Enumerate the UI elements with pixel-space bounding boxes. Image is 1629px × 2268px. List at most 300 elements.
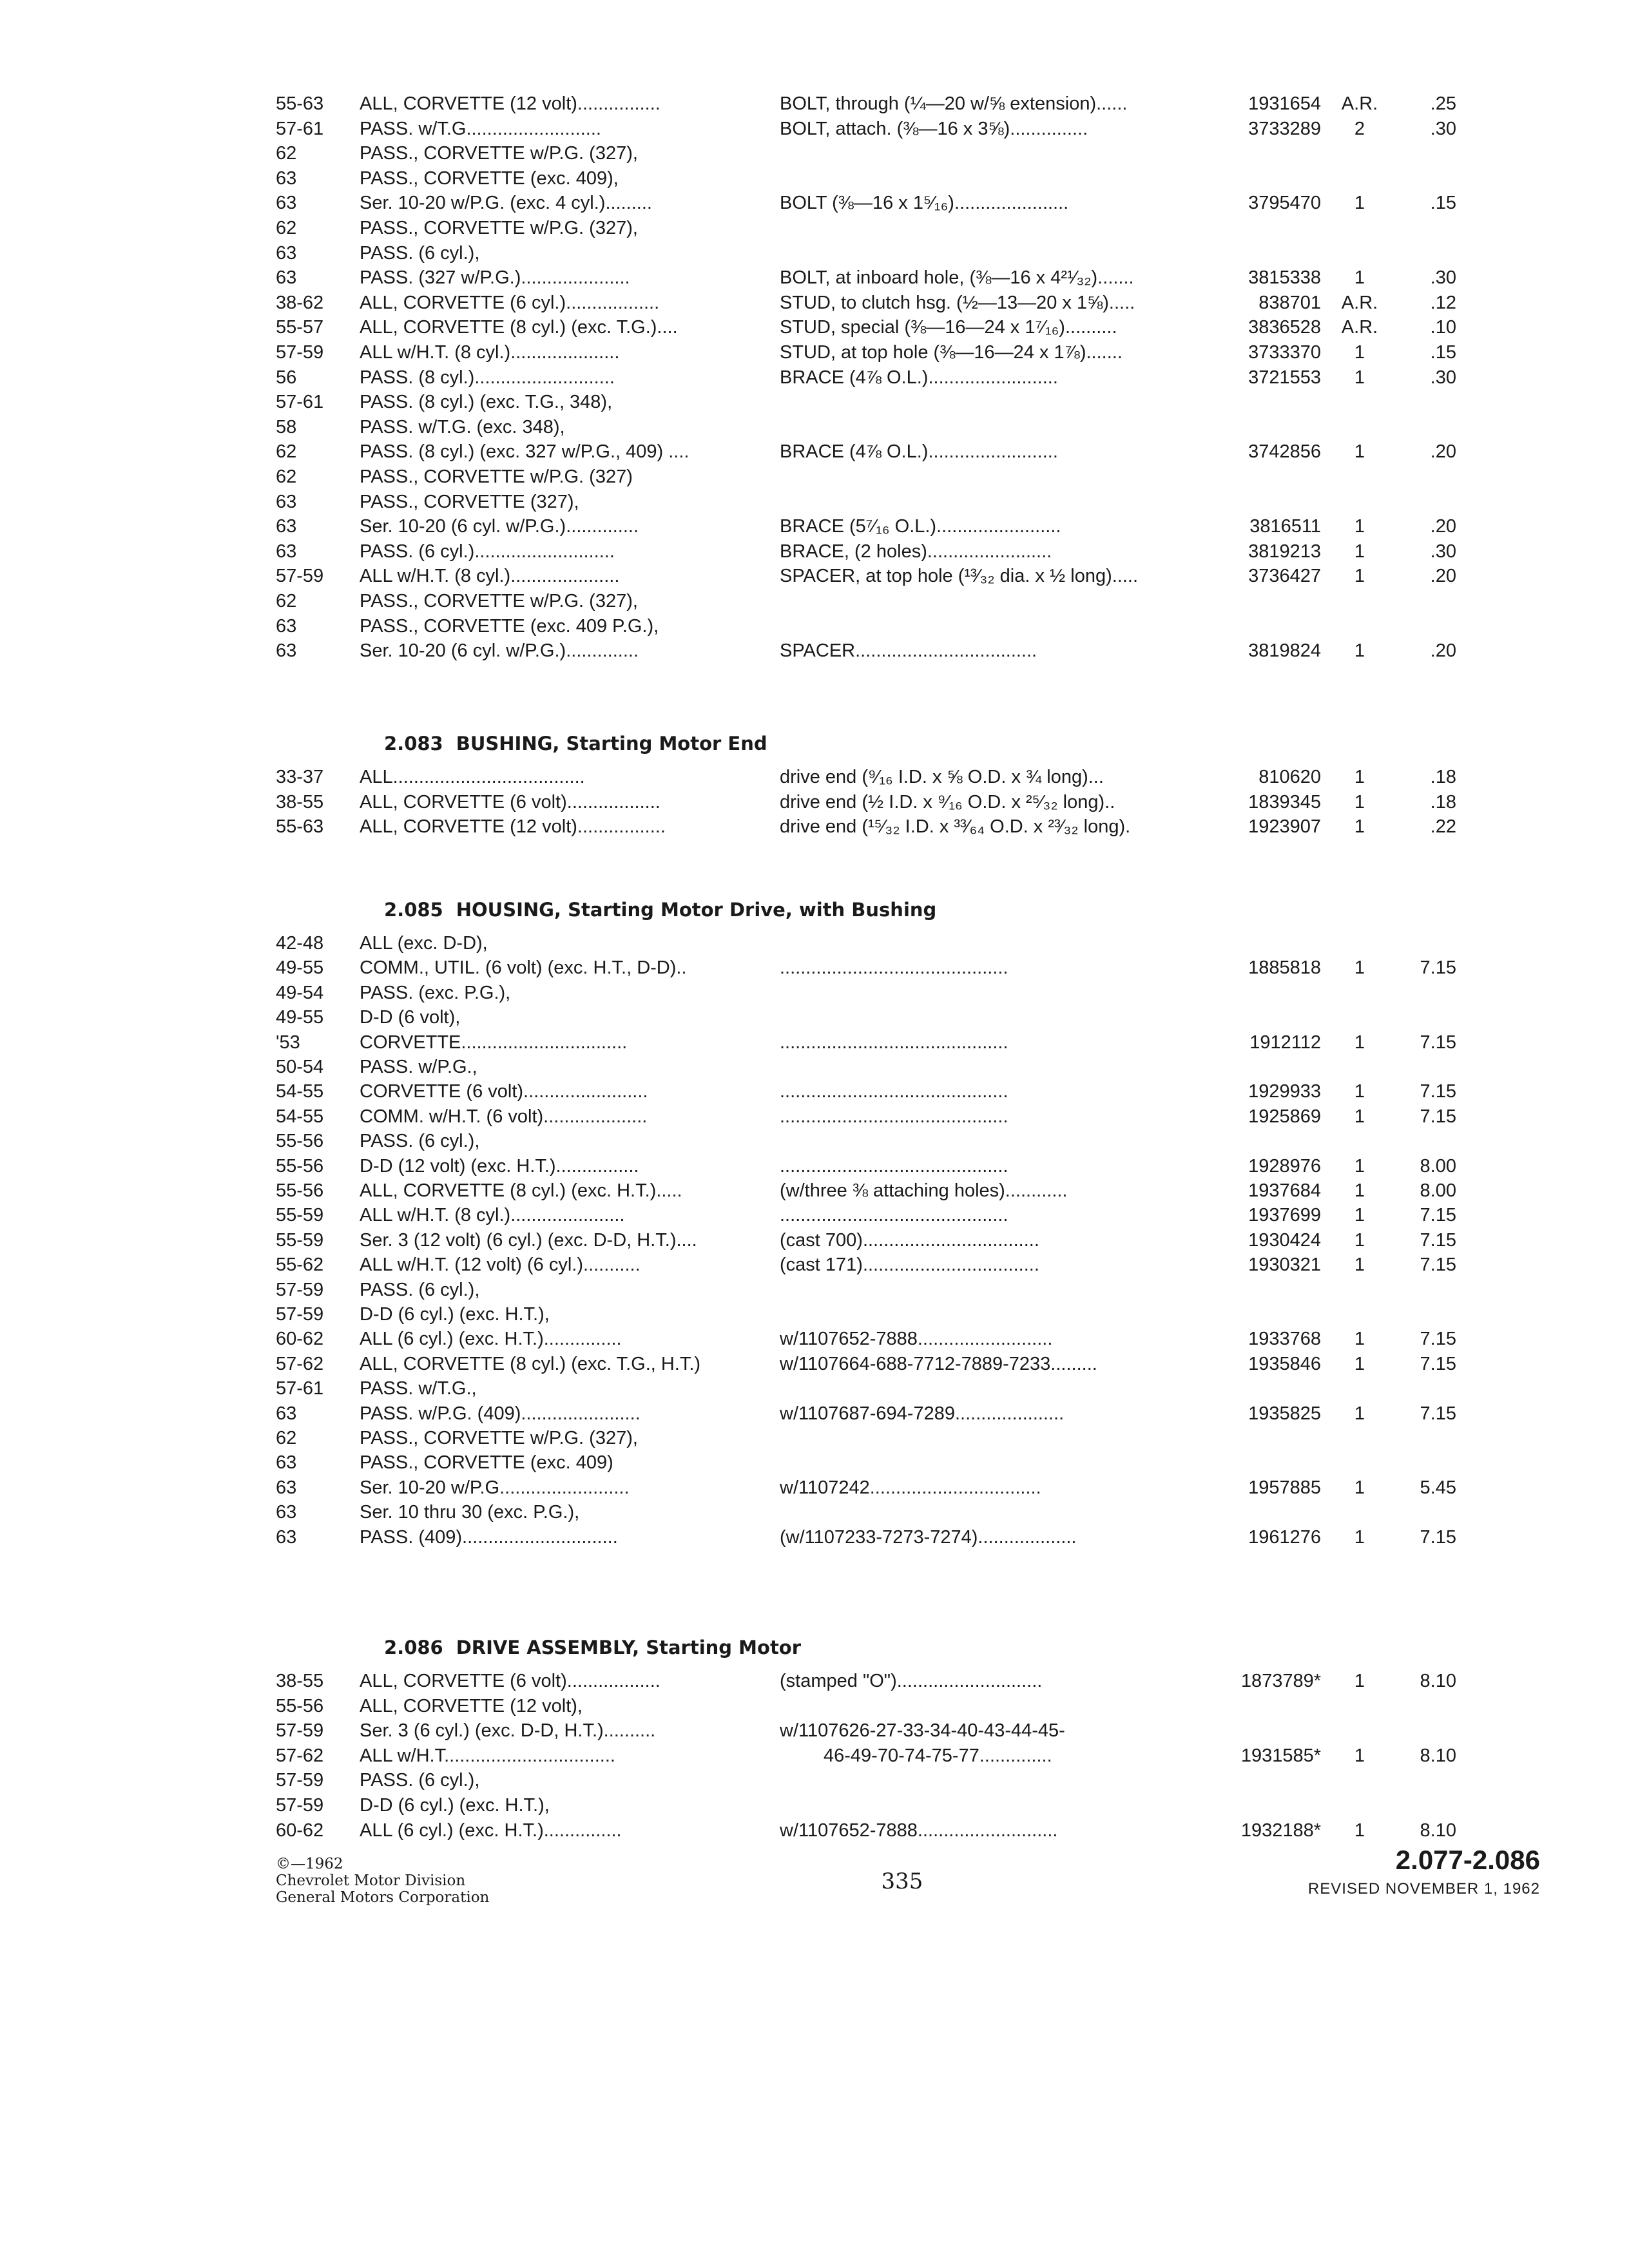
application: ALL w/H.T.................................: [360, 1745, 615, 1766]
quantity: 1: [1354, 1671, 1365, 1691]
list-price: 7.15: [1420, 1353, 1456, 1374]
application: COMM. w/H.T. (6 volt)....................: [360, 1106, 648, 1127]
part-description: ............................................: [780, 957, 1008, 979]
parts-row: [0, 166, 1629, 191]
application: CORVETTE (6 volt)........................: [360, 1081, 648, 1102]
parts-row: [0, 1475, 1629, 1501]
parts-row: [0, 1153, 1629, 1179]
model-years: 55-56: [276, 1695, 324, 1716]
model-years: 56: [276, 367, 297, 388]
model-years: 57-59: [276, 1795, 324, 1816]
quantity: 2: [1354, 118, 1365, 139]
part-number: 810620: [1258, 767, 1321, 787]
model-years: 57-61: [276, 118, 324, 139]
parts-row: [0, 1524, 1629, 1550]
part-description: SPACER...................................: [780, 640, 1037, 662]
copyright-line: ©—1962: [276, 1856, 343, 1872]
part-number: 1931654: [1248, 93, 1321, 114]
quantity: 1: [1354, 1081, 1365, 1102]
list-price: 7.15: [1420, 957, 1456, 979]
part-number: 3795470: [1248, 193, 1321, 214]
list-price: .15: [1430, 342, 1456, 363]
parts-row: [0, 1718, 1629, 1744]
list-price: 7.15: [1420, 1205, 1456, 1226]
part-description: ............................................: [780, 1032, 1008, 1053]
part-number: 1935846: [1248, 1353, 1321, 1374]
list-price: .18: [1430, 791, 1456, 812]
application: Ser. 10-20 (6 cyl. w/P.G.)..............: [360, 516, 639, 537]
quantity: 1: [1354, 1745, 1365, 1766]
part-description: ............................................: [780, 1106, 1008, 1127]
part-number: 1839345: [1248, 791, 1321, 812]
list-price: 7.15: [1420, 1329, 1456, 1350]
model-years: 55-59: [276, 1229, 324, 1251]
application: PASS. (6 cyl.),: [360, 1279, 480, 1300]
model-years: 63: [276, 541, 297, 562]
parts-row: [0, 1277, 1629, 1303]
part-number: 3819824: [1248, 640, 1321, 662]
quantity: 1: [1354, 1353, 1365, 1374]
parts-row: [0, 1202, 1629, 1228]
parts-row: [0, 1818, 1629, 1843]
parts-row: [0, 1668, 1629, 1694]
part-number: 3816511: [1249, 516, 1321, 537]
model-years: 54-55: [276, 1081, 324, 1102]
quantity: 1: [1354, 1329, 1365, 1350]
model-years: 63: [276, 267, 297, 289]
part-number: 1961276: [1248, 1526, 1321, 1548]
parts-row: [0, 1326, 1629, 1352]
parts-row: [0, 1054, 1629, 1080]
quantity: 1: [1354, 1403, 1365, 1424]
parts-row: [0, 215, 1629, 241]
application: Ser. 3 (12 volt) (6 cyl.) (exc. D-D, H.T.)....: [360, 1229, 697, 1251]
list-price: 7.15: [1420, 1254, 1456, 1276]
application: ALL, CORVETTE (12 volt)................: [360, 93, 660, 114]
part-description: ............................................: [780, 1155, 1008, 1177]
parts-row: [0, 340, 1629, 365]
application: COMM., UTIL. (6 volt) (exc. H.T., D-D)..: [360, 957, 687, 979]
quantity: 1: [1354, 640, 1365, 662]
model-years: 57-59: [276, 1279, 324, 1300]
model-years: 63: [276, 1452, 297, 1474]
part-description: drive end (½ I.D. x ⁹⁄₁₆ O.D. x ²⁵⁄₃₂ long)..: [780, 791, 1115, 812]
model-years: 63: [276, 242, 297, 264]
application: ALL, CORVETTE (6 cyl.)..................: [360, 292, 660, 313]
part-description: drive end (⁹⁄₁₆ I.D. x ⅝ O.D. x ¾ long)...: [780, 767, 1104, 787]
model-years: 63: [276, 516, 297, 537]
parts-row: [0, 1401, 1629, 1427]
application: PASS. w/T.G.,: [360, 1378, 477, 1399]
part-description: BOLT, through (¼—20 w/⅝ extension)......: [780, 93, 1128, 114]
part-description: ............................................: [780, 1081, 1008, 1102]
model-years: 55-56: [276, 1131, 324, 1152]
part-description: (cast 171)..................................: [780, 1254, 1039, 1276]
section-title: BUSHING, Starting Motor End: [456, 733, 767, 754]
application: ALL w/H.T. (12 volt) (6 cyl.)...........: [360, 1254, 641, 1276]
model-years: 55-63: [276, 816, 324, 838]
list-price: 8.10: [1420, 1745, 1456, 1766]
model-years: 33-37: [276, 767, 324, 787]
parts-row: [0, 1425, 1629, 1451]
parts-row: [0, 314, 1629, 340]
parts-row: [0, 464, 1629, 490]
parts-row: [0, 439, 1629, 465]
model-years: 57-59: [276, 1770, 324, 1791]
application: PASS. w/T.G..........................: [360, 118, 601, 139]
application: CORVETTE................................: [360, 1032, 628, 1053]
model-years: 62: [276, 441, 297, 463]
model-years: 57-59: [276, 1304, 324, 1325]
application: PASS., CORVETTE w/P.G. (327): [360, 466, 633, 487]
section-number: 2.085: [384, 899, 443, 921]
list-price: .10: [1430, 317, 1456, 338]
model-years: 63: [276, 1477, 297, 1498]
list-price: 8.00: [1420, 1180, 1456, 1201]
model-years: 63: [276, 168, 297, 189]
application: PASS. (327 w/P.G.).....................: [360, 267, 630, 289]
quantity: A.R.: [1341, 317, 1378, 338]
application: ALL w/H.T. (8 cyl.)......................: [360, 1205, 625, 1226]
application: PASS. w/T.G. (exc. 348),: [360, 416, 565, 437]
quantity: 1: [1354, 1032, 1365, 1053]
quantity: 1: [1354, 1229, 1365, 1251]
parts-row: [0, 1767, 1629, 1793]
parts-row: [0, 563, 1629, 589]
part-description: (w/1107233-7273-7274)...................: [780, 1526, 1077, 1548]
model-years: 57-59: [276, 1720, 324, 1742]
parts-row: [0, 1450, 1629, 1475]
list-price: 7.15: [1420, 1403, 1456, 1424]
quantity: 1: [1354, 1155, 1365, 1177]
application: ALL, CORVETTE (8 cyl.) (exc. T.G.)....: [360, 317, 678, 338]
application: PASS. (8 cyl.) (exc. 327 w/P.G., 409) ....: [360, 441, 689, 463]
part-description: STUD, special (⅜—16—24 x 1⁷⁄₁₆)..........: [780, 317, 1117, 338]
list-price: .15: [1430, 193, 1456, 214]
application: ALL, CORVETTE (12 volt).................: [360, 816, 666, 838]
application: ALL, CORVETTE (8 cyl.) (exc. H.T.).....: [360, 1180, 682, 1201]
model-years: 63: [276, 1502, 297, 1523]
quantity: 1: [1354, 957, 1365, 979]
quantity: 1: [1354, 541, 1365, 562]
application: Ser. 3 (6 cyl.) (exc. D-D, H.T.)..........: [360, 1720, 656, 1742]
parts-row: [0, 140, 1629, 166]
section-heading-2086: [384, 1633, 801, 1662]
parts-row: [0, 764, 1629, 790]
list-price: .30: [1430, 118, 1456, 139]
parts-row: [0, 240, 1629, 266]
list-price: 7.15: [1420, 1229, 1456, 1251]
list-price: 8.10: [1420, 1820, 1456, 1841]
model-years: 57-61: [276, 1378, 324, 1399]
part-number: 1937699: [1248, 1205, 1321, 1226]
application: PASS. (6 cyl.),: [360, 1131, 480, 1152]
section-range: 2.077-2.086: [1395, 1845, 1540, 1875]
quantity: 1: [1354, 566, 1365, 587]
list-price: .20: [1430, 516, 1456, 537]
parts-row: [0, 190, 1629, 216]
application: Ser. 10-20 w/P.G. (exc. 4 cyl.).........: [360, 193, 652, 214]
application: PASS. (exc. P.G.),: [360, 982, 511, 1003]
section-heading-2085: [384, 896, 936, 924]
quantity: 1: [1354, 1106, 1365, 1127]
part-number: 1928976: [1248, 1155, 1321, 1177]
model-years: 57-59: [276, 342, 324, 363]
application: PASS. (409)..............................: [360, 1526, 618, 1548]
model-years: 55-57: [276, 317, 324, 338]
model-years: 38-55: [276, 791, 324, 812]
part-description: STUD, at top hole (⅜—16—24 x 1⅞).......: [780, 342, 1123, 363]
application: PASS., CORVETTE w/P.G. (327),: [360, 143, 638, 164]
list-price: 7.15: [1420, 1526, 1456, 1548]
quantity: 1: [1354, 516, 1365, 537]
application: PASS. (8 cyl.) (exc. T.G., 348),: [360, 392, 613, 413]
revision-date: REVISED NOVEMBER 1, 1962: [1307, 1880, 1540, 1898]
model-years: 55-56: [276, 1180, 324, 1201]
application: PASS., CORVETTE (exc. 409): [360, 1452, 613, 1474]
corporation-line: General Motors Corporation: [276, 1889, 490, 1906]
part-number: 1931585*: [1240, 1745, 1321, 1766]
parts-row: [0, 1351, 1629, 1377]
application: D-D (6 cyl.) (exc. H.T.),: [360, 1795, 550, 1816]
model-years: 57-62: [276, 1353, 324, 1374]
parts-row: [0, 1302, 1629, 1327]
application: PASS., CORVETTE (exc. 409 P.G.),: [360, 615, 659, 637]
part-number: 3836528: [1248, 317, 1321, 338]
part-number: 1925869: [1248, 1106, 1321, 1127]
division-line: Chevrolet Motor Division: [276, 1872, 466, 1889]
parts-row: [0, 1104, 1629, 1129]
list-price: 8.10: [1420, 1671, 1456, 1691]
part-description: (cast 700)..................................: [780, 1229, 1039, 1251]
quantity: 1: [1354, 1820, 1365, 1841]
model-years: 57-61: [276, 392, 324, 413]
section-title: DRIVE ASSEMBLY, Starting Motor: [456, 1637, 802, 1658]
model-years: 62: [276, 591, 297, 611]
part-number: 1937684: [1248, 1180, 1321, 1201]
application: PASS., CORVETTE (exc. 409),: [360, 168, 619, 189]
parts-row: [0, 814, 1629, 840]
part-number: 1932188*: [1240, 1820, 1321, 1841]
list-price: .30: [1430, 541, 1456, 562]
parts-row: [0, 588, 1629, 614]
list-price: .30: [1430, 367, 1456, 388]
model-years: 57-62: [276, 1745, 324, 1766]
part-number: 3742856: [1248, 441, 1321, 463]
model-years: 63: [276, 615, 297, 637]
part-description: BRACE, (2 holes)........................: [780, 541, 1052, 562]
model-years: 63: [276, 1403, 297, 1424]
application: Ser. 10-20 w/P.G.........................: [360, 1477, 630, 1498]
application: ALL, CORVETTE (8 cyl.) (exc. T.G., H.T.): [360, 1353, 701, 1374]
application: ALL, CORVETTE (6 volt)..................: [360, 791, 660, 812]
part-description: w/1107626-27-33-34-40-43-44-45-: [780, 1720, 1065, 1742]
model-years: 63: [276, 193, 297, 214]
part-description: w/1107664-688-7712-7889-7233.........: [780, 1353, 1097, 1374]
part-number: 1873789*: [1240, 1671, 1321, 1691]
model-years: 55-63: [276, 93, 324, 114]
model-years: 49-55: [276, 1007, 324, 1028]
parts-row: [0, 930, 1629, 956]
parts-row: [0, 389, 1629, 415]
parts-row: [0, 290, 1629, 316]
parts-row: [0, 1227, 1629, 1253]
model-years: 57-59: [276, 566, 324, 587]
application: PASS., CORVETTE w/P.G. (327),: [360, 1428, 638, 1448]
list-price: 7.15: [1420, 1106, 1456, 1127]
part-number: 1929933: [1248, 1081, 1321, 1102]
part-number: 1957885: [1248, 1477, 1321, 1498]
application: PASS. w/P.G. (409).......................: [360, 1403, 641, 1424]
part-number: 3819213: [1248, 541, 1321, 562]
application: ALL (6 cyl.) (exc. H.T.)...............: [360, 1820, 622, 1841]
parts-row: [0, 489, 1629, 515]
application: ALL, CORVETTE (6 volt)..................: [360, 1671, 660, 1691]
quantity: 1: [1354, 1526, 1365, 1548]
part-number: 3733289: [1248, 118, 1321, 139]
quantity: 1: [1354, 193, 1365, 214]
list-price: .12: [1430, 292, 1456, 313]
parts-row: [0, 955, 1629, 981]
part-number: 1930321: [1248, 1254, 1321, 1276]
parts-row: [0, 91, 1629, 117]
part-number: 1885818: [1248, 957, 1321, 979]
model-years: 63: [276, 491, 297, 512]
footer-publisher: [276, 1856, 489, 1906]
quantity: 1: [1354, 1205, 1365, 1226]
part-number: 3721553: [1248, 367, 1321, 388]
parts-row: [0, 1376, 1629, 1401]
quantity: 1: [1354, 342, 1365, 363]
quantity: A.R.: [1341, 93, 1378, 114]
parts-row: [0, 539, 1629, 564]
list-price: 5.45: [1420, 1477, 1456, 1498]
model-years: 42-48: [276, 933, 324, 954]
page-number: 335: [881, 1869, 923, 1894]
model-years: 49-55: [276, 957, 324, 979]
application: D-D (6 cyl.) (exc. H.T.),: [360, 1304, 550, 1325]
model-years: 58: [276, 416, 297, 437]
application: PASS. (6 cyl.)...........................: [360, 541, 615, 562]
part-description: ............................................: [780, 1205, 1008, 1226]
quantity: 1: [1354, 816, 1365, 838]
parts-row: [0, 789, 1629, 815]
part-description: BOLT, attach. (⅜—16 x 3⅝)...............: [780, 118, 1088, 139]
part-description: BOLT, at inboard hole, (⅜—16 x 4²¹⁄₃₂).......: [780, 267, 1134, 289]
model-years: 60-62: [276, 1329, 324, 1350]
list-price: 7.15: [1420, 1081, 1456, 1102]
part-number: 838701: [1258, 292, 1321, 313]
model-years: 62: [276, 218, 297, 238]
list-price: 8.00: [1420, 1155, 1456, 1177]
list-price: .20: [1430, 566, 1456, 587]
parts-row: [0, 638, 1629, 664]
section-heading-2083: [384, 729, 767, 758]
parts-row: [0, 980, 1629, 1006]
application: PASS. (8 cyl.)...........................: [360, 367, 615, 388]
application: PASS. (6 cyl.),: [360, 242, 480, 264]
parts-row: [0, 1004, 1629, 1030]
part-description-continued: 46-49-70-74-75-77..............: [824, 1745, 1052, 1766]
parts-row: [0, 1499, 1629, 1525]
quantity: 1: [1354, 791, 1365, 812]
parts-row: [0, 1792, 1629, 1818]
list-price: 7.15: [1420, 1032, 1456, 1053]
list-price: .25: [1430, 93, 1456, 114]
part-description: w/1107652-7888..........................: [780, 1329, 1053, 1350]
application: ALL (exc. D-D),: [360, 933, 488, 954]
parts-row: [0, 265, 1629, 291]
application: PASS., CORVETTE (327),: [360, 491, 579, 512]
section-number: 2.086: [384, 1637, 443, 1658]
list-price: .20: [1430, 640, 1456, 662]
part-description: BRACE (5⁷⁄₁₆ O.L.)........................: [780, 516, 1061, 537]
part-number: 3736427: [1248, 566, 1321, 587]
application: ALL w/H.T. (8 cyl.).....................: [360, 566, 620, 587]
model-years: 62: [276, 466, 297, 487]
part-description: (stamped "O")............................: [780, 1671, 1043, 1691]
part-number: 3733370: [1248, 342, 1321, 363]
part-description: BRACE (4⅞ O.L.).........................: [780, 367, 1058, 388]
application: ALL, CORVETTE (12 volt),: [360, 1695, 583, 1716]
model-years: 38-62: [276, 292, 324, 313]
parts-row: [0, 514, 1629, 539]
quantity: 1: [1354, 1254, 1365, 1276]
application: ALL.....................................: [360, 767, 585, 787]
model-years: 63: [276, 1526, 297, 1548]
model-years: 55-59: [276, 1205, 324, 1226]
part-description: SPACER, at top hole (¹³⁄₃₂ dia. x ½ long).....: [780, 566, 1139, 587]
model-years: 62: [276, 1428, 297, 1448]
parts-row: [0, 1128, 1629, 1154]
parts-row: [0, 1030, 1629, 1055]
application: D-D (12 volt) (exc. H.T.)................: [360, 1155, 639, 1177]
part-number: 1912112: [1249, 1032, 1321, 1053]
list-price: .20: [1430, 441, 1456, 463]
model-years: 49-54: [276, 982, 324, 1003]
quantity: 1: [1354, 767, 1365, 787]
quantity: 1: [1354, 441, 1365, 463]
application: PASS. w/P.G.,: [360, 1057, 477, 1077]
model-years: '53: [276, 1032, 300, 1053]
list-price: .30: [1430, 267, 1456, 289]
part-number: 3815338: [1248, 267, 1321, 289]
application: D-D (6 volt),: [360, 1007, 461, 1028]
part-description: drive end (¹⁵⁄₃₂ I.D. x ³³⁄₆₄ O.D. x ²³⁄₃₂ long).: [780, 816, 1131, 838]
quantity: 1: [1354, 267, 1365, 289]
model-years: 54-55: [276, 1106, 324, 1127]
parts-row: [0, 365, 1629, 390]
model-years: 55-56: [276, 1155, 324, 1177]
application: PASS., CORVETTE w/P.G. (327),: [360, 218, 638, 238]
application: PASS., CORVETTE w/P.G. (327),: [360, 591, 638, 611]
parts-row: [0, 1079, 1629, 1104]
model-years: 63: [276, 640, 297, 662]
part-description: w/1107652-7888...........................: [780, 1820, 1058, 1841]
part-description: w/1107687-694-7289.....................: [780, 1403, 1065, 1424]
part-description: BRACE (4⅞ O.L.).........................: [780, 441, 1058, 463]
model-years: 62: [276, 143, 297, 164]
part-description: w/1107242.................................: [780, 1477, 1041, 1498]
part-description: BOLT (⅜—16 x 1⁵⁄₁₆)......................: [780, 193, 1069, 214]
quantity: 1: [1354, 1180, 1365, 1201]
application: ALL w/H.T. (8 cyl.).....................: [360, 342, 620, 363]
model-years: 60-62: [276, 1820, 324, 1841]
list-price: .18: [1430, 767, 1456, 787]
parts-row: [0, 414, 1629, 440]
parts-row: [0, 1743, 1629, 1769]
section-number: 2.083: [384, 733, 443, 754]
